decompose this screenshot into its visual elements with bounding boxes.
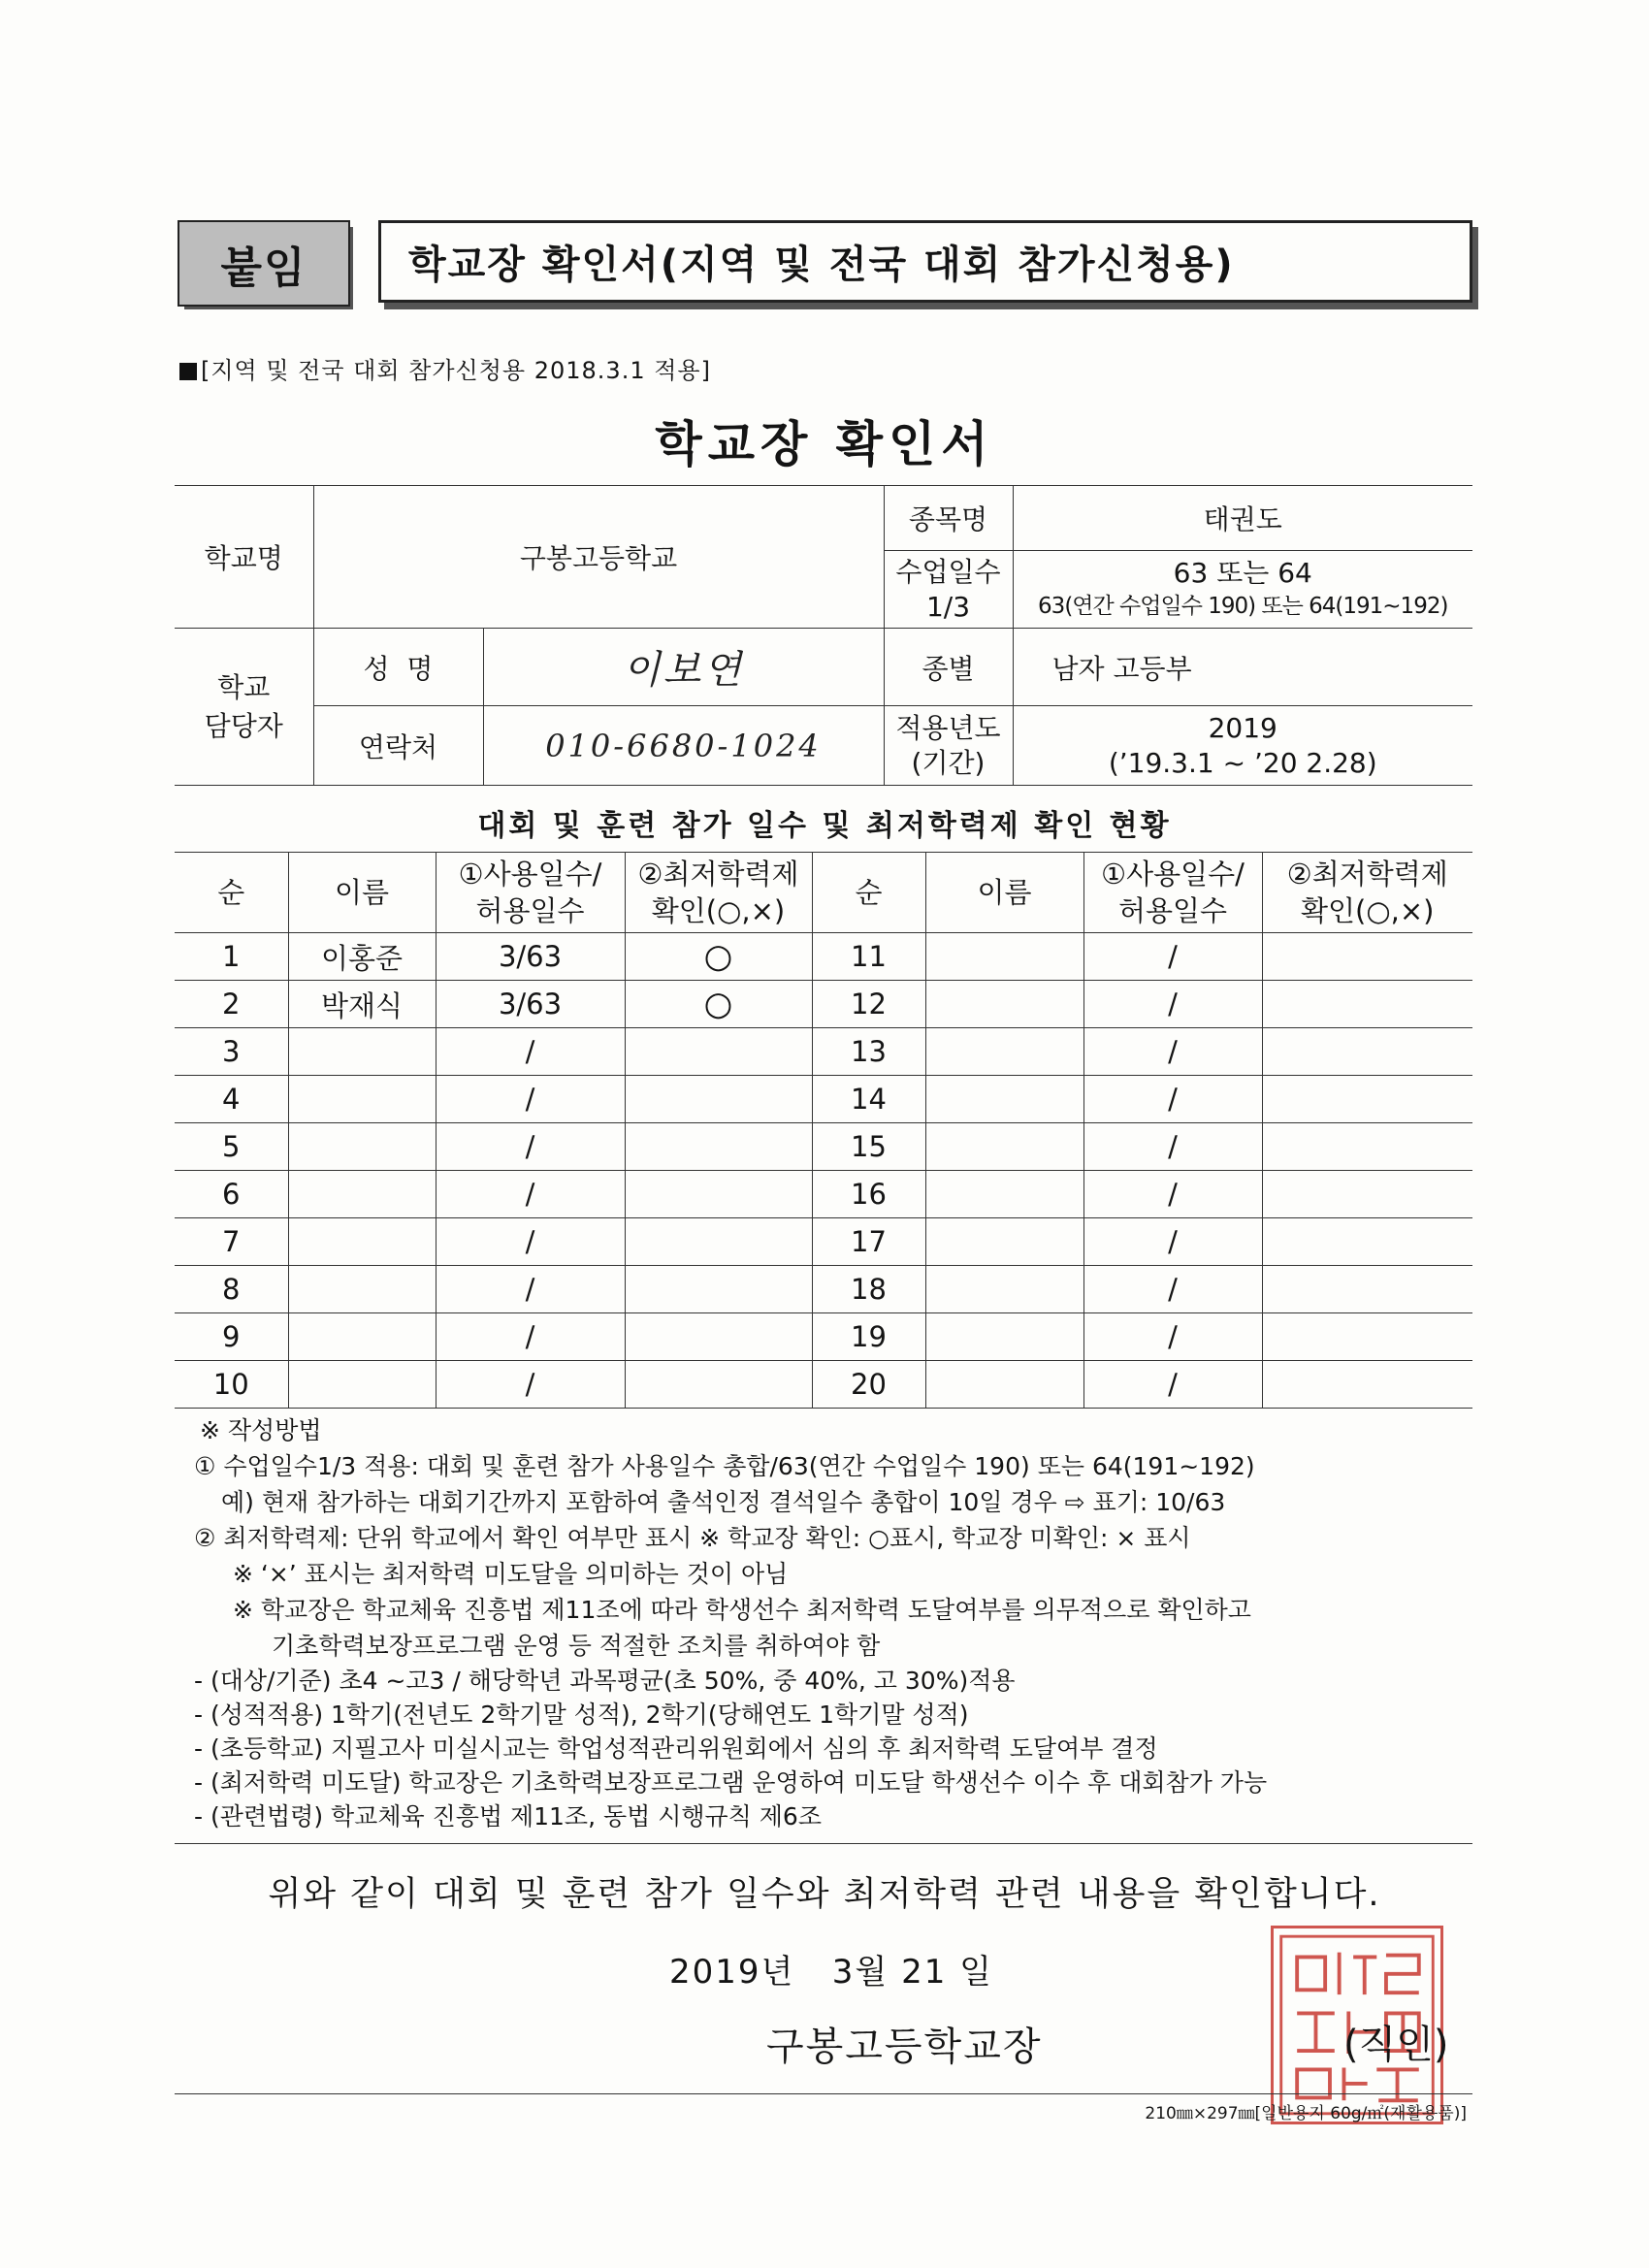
col-header-check-line1: ②최저학력제	[637, 858, 799, 891]
paper-spec-footer: 210㎜×297㎜[일반용지 60g/㎡(재활용품)]	[1145, 2104, 1467, 2123]
cell-name	[288, 1076, 436, 1123]
cell-days: /	[1083, 1313, 1262, 1361]
cell-name	[288, 1218, 436, 1266]
days-value-cell	[1013, 551, 1472, 629]
table-row	[175, 1218, 1472, 1266]
cell-days: /	[436, 1171, 625, 1218]
contact-value	[483, 706, 884, 786]
col-header-check-right	[1262, 853, 1472, 933]
division-value	[1013, 629, 1472, 706]
cell-days: /	[1083, 1028, 1262, 1076]
cell-no: 2	[175, 981, 288, 1028]
cell-name	[288, 1313, 436, 1361]
col-header-no-left: 순	[175, 853, 288, 933]
days-label-line1: 수업일수	[895, 555, 1001, 588]
confirmation-statement: 위와 같이 대회 및 훈련 참가 일수와 최저학력 관련 내용을 확인합니다.	[268, 1875, 1381, 1914]
year-period: (’19.3.1 ~ ’20 2.28)	[1108, 746, 1377, 779]
year-value-cell	[1013, 706, 1472, 786]
participation-table	[175, 852, 1472, 1409]
cell-check: ○	[625, 981, 812, 1028]
cell-days: 3/63	[436, 933, 625, 981]
name-label: 성 명	[313, 629, 483, 706]
manager-label-line2: 담당자	[204, 709, 283, 742]
year-value: 2019	[1208, 711, 1277, 744]
col-header-name-right: 이름	[925, 853, 1083, 933]
cell-check	[625, 1266, 812, 1313]
col-header-days-right	[1083, 853, 1262, 933]
col-header-days-line1: ①사용일수/	[1101, 858, 1245, 891]
instruction-dash-5: - (관련법령) 학교체육 진흥법 제11조, 동법 시행규칙 제6조	[194, 1802, 822, 1831]
col-header-check-line2: 확인(○,×)	[1301, 894, 1435, 927]
col-header-check-left	[625, 853, 812, 933]
cell-days: /	[1083, 1361, 1262, 1409]
applicability-note	[179, 351, 711, 385]
instruction-dash-2: - (성적적용) 1학기(전년도 2학기말 성적), 2학기(당해연도 1학기말 성적)	[194, 1701, 969, 1729]
cell-check: ○	[625, 933, 812, 981]
cell-days: /	[436, 1218, 625, 1266]
cell-name: 박재식	[288, 981, 436, 1028]
cell-name	[925, 1123, 1083, 1171]
days-value: 63 또는 64	[1173, 556, 1312, 589]
contact-label: 연락처	[313, 706, 483, 786]
instructions	[194, 1412, 1474, 1833]
school-label: 학교명	[175, 486, 313, 629]
cell-name	[925, 933, 1083, 981]
days-label-line2: 1/3	[925, 590, 971, 623]
event-value: 태권도	[1013, 486, 1472, 551]
cell-name	[925, 1028, 1083, 1076]
col-header-no-right: 순	[812, 853, 925, 933]
cell-name	[925, 1171, 1083, 1218]
year-label-line1: 적용년도	[895, 711, 1001, 744]
cell-no: 10	[175, 1361, 288, 1409]
cell-check	[1262, 1218, 1472, 1266]
cell-no: 9	[175, 1313, 288, 1361]
school-value: 구봉고등학교	[313, 486, 884, 629]
cell-days: /	[1083, 1171, 1262, 1218]
instruction-item-1-example: 예) 현재 참가하는 대회기간까지 포함하여 출석인정 결석일수 총합이 10일 경우 ⇨ 표기: 10/63	[221, 1488, 1226, 1516]
instruction-dash-4: - (최저학력 미도달) 학교장은 기초학력보장프로그램 운영하여 미도달 학생선수 이수 후 대회참가 가능	[194, 1768, 1268, 1797]
cell-no: 20	[812, 1361, 925, 1409]
instruction-dash-3: - (초등학교) 지필고사 미실시교는 학업성적관리위원회에서 심의 후 최저학력 도달여부 결정	[194, 1734, 1158, 1763]
cell-no: 15	[812, 1123, 925, 1171]
division-value-text: 남자 고등부	[1051, 652, 1192, 685]
principal-name: 구봉고등학교장	[766, 2025, 1043, 2069]
cell-days: /	[1083, 1266, 1262, 1313]
event-label: 종목명	[884, 486, 1013, 551]
cell-check	[625, 1076, 812, 1123]
cell-no: 6	[175, 1171, 288, 1218]
table-row	[175, 1361, 1472, 1409]
col-header-days-line1: ①사용일수/	[458, 858, 602, 891]
cell-no: 4	[175, 1076, 288, 1123]
cell-days: /	[1083, 1218, 1262, 1266]
cell-check	[625, 1171, 812, 1218]
cell-check	[625, 1123, 812, 1171]
table-row	[175, 981, 1472, 1028]
table-row	[175, 1266, 1472, 1313]
manager-label	[175, 629, 313, 786]
table-row	[175, 1313, 1472, 1361]
cell-no: 11	[812, 933, 925, 981]
cell-name	[288, 1171, 436, 1218]
cell-check	[625, 1028, 812, 1076]
cell-no: 13	[812, 1028, 925, 1076]
cell-check	[1262, 1028, 1472, 1076]
instruction-dash-1: - (대상/기준) 초4 ~고3 / 해당학년 과목평균(초 50%, 중 40%, 고 30%)적용	[194, 1667, 1016, 1695]
cell-no: 5	[175, 1123, 288, 1171]
cell-name	[288, 1266, 436, 1313]
cell-name	[925, 981, 1083, 1028]
cell-check	[1262, 1171, 1472, 1218]
header-title	[378, 220, 1472, 303]
col-header-name-left: 이름	[288, 853, 436, 933]
cell-days: /	[436, 1313, 625, 1361]
cell-days: /	[436, 1361, 625, 1409]
cell-check	[1262, 1313, 1472, 1361]
instructions-heading: ※ 작성방법	[200, 1416, 322, 1444]
confirmation-date: 2019년 3월 21 일	[669, 1953, 993, 1992]
manager-label-line1: 학교	[217, 670, 271, 703]
divider-bottom	[175, 2093, 1472, 2094]
name-value	[483, 629, 884, 706]
cell-no: 18	[812, 1266, 925, 1313]
table-row	[175, 1028, 1472, 1076]
cell-no: 14	[812, 1076, 925, 1123]
col-header-check-line1: ②최저학력제	[1286, 858, 1448, 891]
table-row	[175, 933, 1472, 981]
col-header-days-left	[436, 853, 625, 933]
instruction-item-2-note-1: ※ ‘×’ 표시는 최저학력 미도달을 의미하는 것이 아님	[233, 1560, 789, 1588]
division-label: 종별	[884, 629, 1013, 706]
cell-name: 이홍준	[288, 933, 436, 981]
cell-no: 7	[175, 1218, 288, 1266]
attach-label: 붙임	[178, 220, 350, 307]
cell-name	[925, 1076, 1083, 1123]
cell-no: 19	[812, 1313, 925, 1361]
instruction-item-2: ② 최저학력제: 단위 학교에서 확인 여부만 표시 ※ 학교장 확인: ○표시, 학교장 미확인: × 표시	[194, 1524, 1191, 1552]
table-row	[175, 1171, 1472, 1218]
cell-name	[925, 1313, 1083, 1361]
info-table	[175, 485, 1472, 786]
cell-check	[625, 1313, 812, 1361]
cell-days: /	[1083, 1123, 1262, 1171]
instruction-item-2-note-2b: 기초학력보장프로그램 운영 등 적절한 조치를 취하여야 함	[272, 1632, 881, 1660]
cell-days: /	[1083, 1076, 1262, 1123]
name-value-handwritten: 이보연	[623, 648, 744, 693]
year-label	[884, 706, 1013, 786]
cell-days: /	[436, 1076, 625, 1123]
main-title: 학교장 확인서	[655, 416, 994, 472]
cell-check	[625, 1218, 812, 1266]
cell-check	[1262, 1123, 1472, 1171]
cell-check	[1262, 1076, 1472, 1123]
table-row	[175, 1076, 1472, 1123]
col-header-days-line2: 허용일수	[475, 894, 585, 927]
cell-name	[288, 1361, 436, 1409]
cell-no: 8	[175, 1266, 288, 1313]
seal-label: (직인)	[1343, 2023, 1449, 2067]
cell-check	[625, 1361, 812, 1409]
cell-check	[1262, 1361, 1472, 1409]
instruction-item-1: ① 수업일수1/3 적용: 대회 및 훈련 참가 사용일수 총합/63(연간 수업일수 190) 또는 64(191~192)	[194, 1452, 1255, 1480]
cell-days: /	[436, 1028, 625, 1076]
cell-no: 12	[812, 981, 925, 1028]
cell-no: 1	[175, 933, 288, 981]
contact-value-handwritten: 010-6680-1024	[545, 727, 822, 764]
cell-days: /	[436, 1266, 625, 1313]
cell-name	[925, 1266, 1083, 1313]
square-bullet-icon	[179, 363, 197, 380]
col-header-check-line2: 확인(○,×)	[651, 894, 786, 927]
cell-no: 3	[175, 1028, 288, 1076]
cell-days: /	[436, 1123, 625, 1171]
cell-days: 3/63	[436, 981, 625, 1028]
cell-days: /	[1083, 933, 1262, 981]
divider-top	[175, 1843, 1472, 1844]
cell-name	[925, 1361, 1083, 1409]
days-label	[884, 551, 1013, 629]
cell-name	[288, 1028, 436, 1076]
cell-name	[925, 1218, 1083, 1266]
cell-name	[288, 1123, 436, 1171]
days-subtext: 63(연간 수업일수 190) 또는 64(191~192)	[1038, 593, 1448, 619]
cell-check	[1262, 981, 1472, 1028]
cell-check	[1262, 1266, 1472, 1313]
cell-no: 17	[812, 1218, 925, 1266]
applicability-note-text: [지역 및 전국 대회 참가신청용 2018.3.1 적용]	[201, 357, 711, 384]
instruction-item-2-note-2: ※ 학교장은 학교체육 진흥법 제11조에 따라 학생선수 최저학력 도달여부를 의무적으로 확인하고	[233, 1596, 1251, 1624]
table-row	[175, 1123, 1472, 1171]
section-title: 대회 및 훈련 참가 일수 및 최저학력제 확인 현황	[477, 809, 1172, 843]
cell-days: /	[1083, 981, 1262, 1028]
col-header-days-line2: 허용일수	[1117, 894, 1228, 927]
year-label-line2: (기간)	[911, 746, 986, 779]
cell-no: 16	[812, 1171, 925, 1218]
header-title-text: 학교장 확인서(지역 및 전국 대회 참가신청용)	[408, 243, 1235, 287]
cell-check	[1262, 933, 1472, 981]
